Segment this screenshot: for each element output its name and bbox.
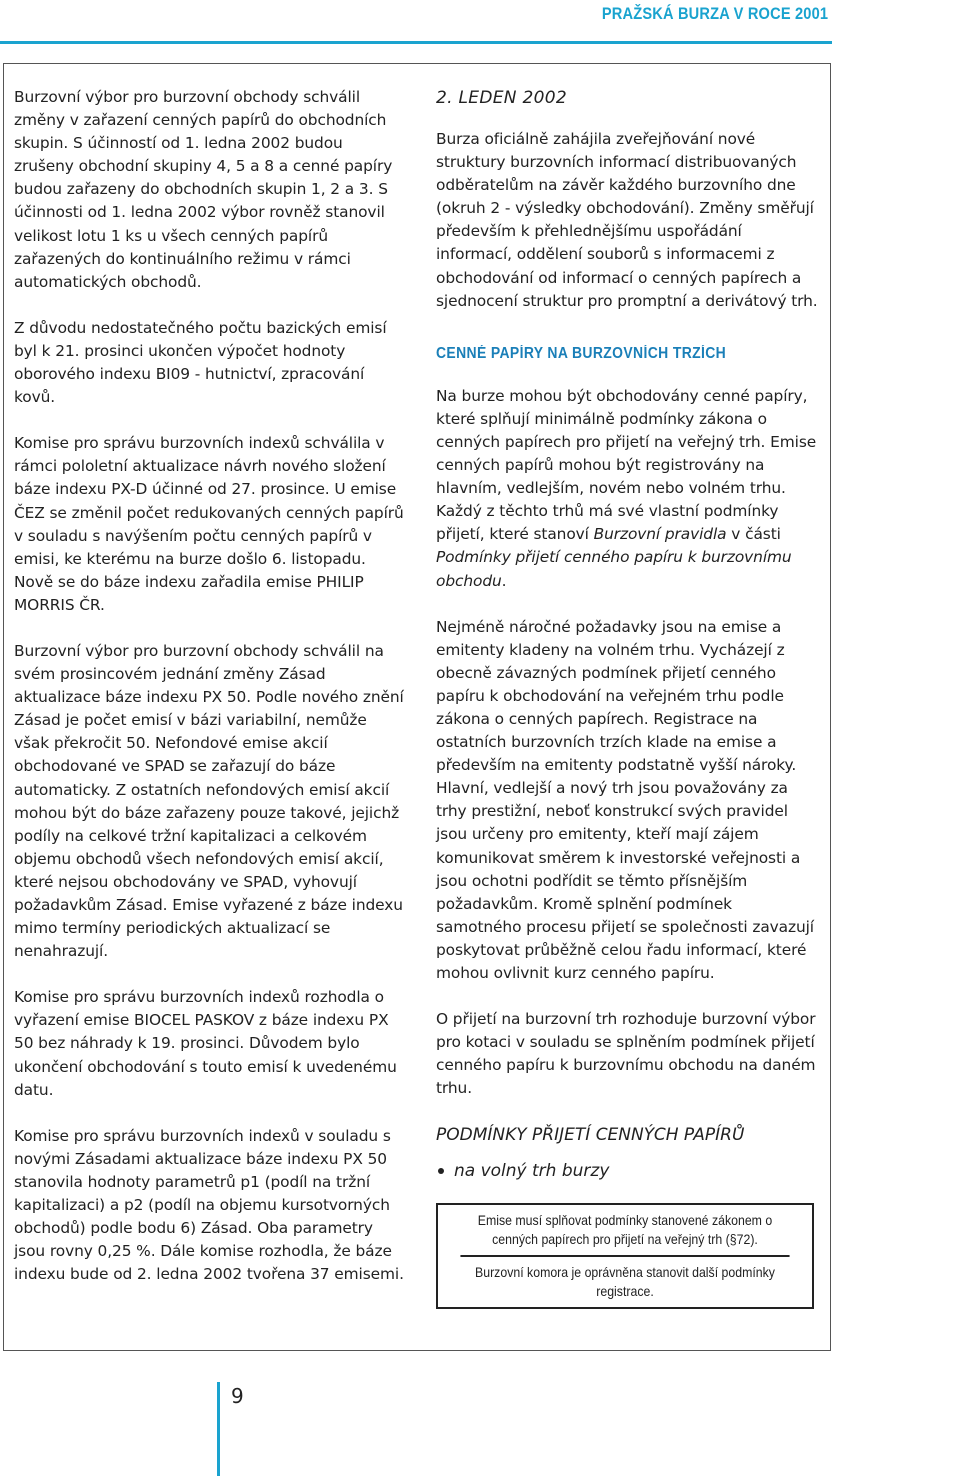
paragraph-markets: Na burze mohou být obchodovány cenné papíry, které splňují minimálně podmínky zákona o cenných papírech pro přijetí na veřejný trh. Emise cenných papírů mohou být registrovány na hlavním, vedlejším, novém nebo volném trhu. Každý z těchto trhů má své vlastní podmínky přijetí, které stanoví Burzovní pravidla v části Podmínky přijetí cenného papíru k burzovnímu obchodu. bbox=[436, 386, 817, 590]
italic-conditions: Podmínky přijetí cenného papíru k burzovnímu obchodu bbox=[436, 548, 792, 590]
page-number-rule bbox=[217, 1382, 220, 1476]
paragraph-bi09-index: Z důvodu nedostatečného počtu bazických emisí byl k 21. prosinci ukončen výpočet hodnoty oborového indexu BI09 - hutnictví, zpracování kovů. bbox=[14, 318, 387, 407]
header-rule bbox=[0, 41, 832, 44]
page-number: 9 bbox=[231, 1384, 244, 1408]
paragraph-free-market: Nejméně náročné požadavky jsou na emise a emitenty kladeny na volném trhu. Vycházejí z obecně závazných podmínek přijetí cenného papíru k obchodování na veřejném trhu podle zákona o cenných papírech. Registrace na ostatních burzovních trzích klade na emise a především na emitenty podstatně vyšší nároky. Hlavní, vedlejší a nový trh jsou považovány za trhy prestižní, neboť konstrukcí svých pravidel jsou určeny pro emitenty, kteří mají zájem komunikovat směrem k investorské veřejnosti a jsou ochotni podřídit se těmto přísnějším požadavkům. Kromě splnění podmínek samotného procesu přijetí se společnosti zavazují poskytovat průběžně celou řadu informací, které mohou ovlivnit kurz cenného papíru. bbox=[436, 617, 814, 982]
bullet-item bbox=[436, 1161, 821, 1181]
conditions-box-row: Burzovní komora je oprávněna stanovit další podmínky registrace. bbox=[460, 1255, 789, 1307]
date-heading: 2. LEDEN 2002 bbox=[436, 88, 567, 108]
paragraph-info-structure: Burza oficiálně zahájila zveřejňování nové struktury burzovních informací distribuovaných odběratelům na závěr každého burzovního dne (okruh 2 - výsledky obchodování). Změny směřují především k přehlednějšímu uspořádání informací, oddělení souborů s informacemi z obchodování od informací o cenných papírech a sjednocení struktur pro promptní a derivátový trh. bbox=[436, 130, 818, 310]
paragraph-admission: O přijetí na burzovní trh rozhoduje burzovní výbor pro kotaci v souladu se splněním podmínek přijetí cenného papíru k burzovnímu obchodu na daném trhu. bbox=[436, 1010, 816, 1098]
paragraph-px50-rules: Burzovní výbor pro burzovní obchody schválil na svém prosincovém jednání změny Zásad aktualizace báze indexu PX 50. Podle nového znění Zásad je počet emisí v bázi variabilní, nemůže však překročit 50. Nefondové emise akcií obchodované ve SPAD se zařazují do báze automaticky. Z ostatních nefondových emisí akcií mohou být do báze zařazeny pouze takové, jejichž podíly na celkové tržní kapitalizaci a celkovém objemu obchodů všech nefondových emisí akcií, které nejsou obchodovány ve SPAD, vyhovují požadavkům Zásad. Emise vyřazené z báze indexu mimo termíny periodických aktualizací se nenahrazují. bbox=[14, 641, 404, 961]
bullet-label: na volný trh burzy bbox=[454, 1161, 610, 1182]
paragraph-parameters: Komise pro správu burzovních indexů v souladu s novými Zásadami aktualizace báze indexu PX 50 stanovila hodnoty parametrů p1 (podíl na tržní kapitalizaci) a p2 (podíl na objemu kursotvorných obchodů) podle bodu 6) Zásad. Oba parametry jsou rovny 0,25 %. Dále komise rozhodla, že báze indexu bude od 2. ledna 2002 tvořena 37 emisemi. bbox=[14, 1126, 404, 1284]
left-column bbox=[14, 86, 404, 1309]
paragraph-biocel: Komise pro správu burzovních indexů rozhodla o vyřazení emise BIOCEL PASKOV z báze indexu PX 50 bez náhrady k 19. prosinci. Důvodem bylo ukončení obchodování s touto emisí k uvedenému datu. bbox=[14, 988, 397, 1099]
conditions-box bbox=[436, 1203, 814, 1309]
conditions-heading: PODMÍNKY PŘIJETÍ CENNÝCH PAPÍRŮ bbox=[436, 1125, 745, 1146]
running-header: PRAŽSKÁ BURZA V ROCE 2001 bbox=[601, 4, 828, 23]
italic-rules: Burzovní pravidla bbox=[593, 525, 727, 544]
section-heading: CENNÉ PAPÍRY NA BURZOVNÍCH TRZÍCH bbox=[436, 344, 727, 362]
paragraph-lot-size: Burzovní výbor pro burzovní obchody schválil změny v zařazení cenných papírů do obchodních skupin. S účinností od 1. ledna 2002 budou zrušeny obchodní skupiny 4, 5 a 8 a cenné papíry budou zařazeny do obchodních skupin 1, 2 a 3. S účinnosti od 1. ledna 2002 výbor rovněž stanovil velikost lotu 1 ks u všech cenných papírů zařazených do kontinuálního režimu v rámci automatických obchodů. bbox=[14, 88, 393, 291]
paragraph-px-d-index: Komise pro správu burzovních indexů schválila v rámci pololetní aktualizace návrh nového složení báze indexu PX-D účinné od 27. prosince. U emise ČEZ se změnil počet redukovaných cenných papírů v souladu s navýšením počtu cenných papírů v emisi, ke kterému na burze došlo 6. listopadu. Nově se do báze indexu zařadila emise PHILIP MORRIS ČR. bbox=[14, 434, 404, 614]
conditions-box-row: Emise musí splňovat podmínky stanovené zákonem o cenných papírech pro přijetí na veřejný trh (§72). bbox=[477, 1212, 773, 1248]
bullet-dot-icon bbox=[438, 1168, 444, 1174]
right-column bbox=[436, 86, 821, 1309]
